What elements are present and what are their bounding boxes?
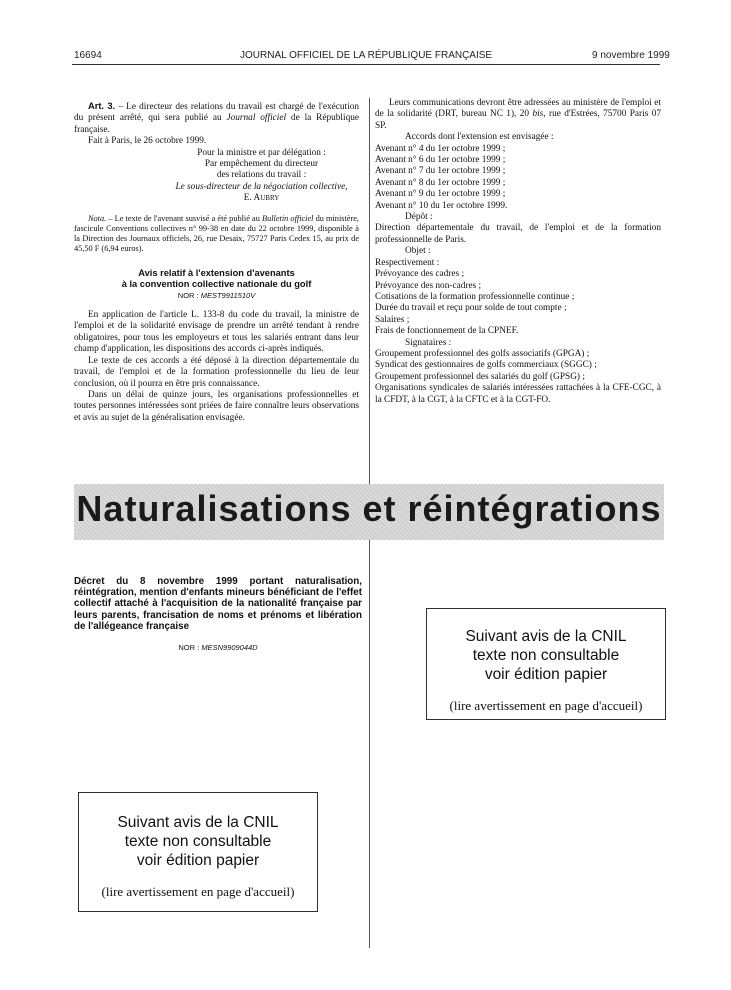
article-3: Art. 3. – Le directeur des relations du travail est chargé de l'exécution du présent arrêté, qui sera publié au Journal officiel de la République française. <box>74 101 359 135</box>
depot-text: Direction départementale du travail, de l'emploi et de la formation professionnelle de Paris. <box>375 223 661 245</box>
header-rule <box>72 64 660 65</box>
objets-list <box>375 258 661 338</box>
avis-paragraph-3: Dans un délai de quinze jours, les organisations professionnelles et toutes personnes intéressées sont priées de faire connaître leurs observations et avis au sujet de la généralisation envisagée. <box>74 389 359 423</box>
list-item: Avenant n° 7 du 1er octobre 1999 ; <box>375 166 506 177</box>
list-item: Groupement professionnel des golfs associatifs (GPGA) ; <box>375 348 590 359</box>
left-column <box>74 101 359 424</box>
fait-a-paris: Fait à Paris, le 26 octobre 1999. <box>88 136 207 147</box>
journal-title: JOURNAL OFFICIEL DE LA RÉPUBLIQUE FRANÇAISE <box>240 50 493 61</box>
avis-paragraph-2: Le texte de ces accords a été déposé à la direction départementale du travail, de l'emploi et de la formation professionnelle du lieu de leur conclusion, où il pourra en être pris connaissance. <box>74 355 359 389</box>
issue-date: 9 novembre 1999 <box>592 50 670 61</box>
avis-paragraph-1: En application de l'article L. 133-8 du code du travail, la ministre de l'emploi et de la solidarité envisage de prendre un arrêté tendant à rendre obligatoires, pour tous les employeurs et tous les salariés entrant dans leur champ d'application, les dispositions des accords ci-après indiqués. <box>74 310 359 355</box>
decret-title: Décret du 8 novembre 1999 portant naturalisation, réintégration, mention d'enfants mineurs bénéficiant de l'effet collectif attaché à l'acquisition de la nationalité française par leurs parents, francisation de noms et prénoms et libération de l'allégeance française <box>74 576 362 632</box>
list-item: Frais de fonctionnement de la CPNEF. <box>375 326 519 337</box>
list-item: Syndicat des gestionnaires de golfs commerciaux (SGGC) ; <box>375 360 597 371</box>
cnil-notice-left: Suivant avis de la CNIL texte non consultable voir édition papier (lire avertissement en page d'accueil) <box>78 792 318 912</box>
depot-heading: Dépôt : <box>405 212 433 223</box>
list-item: Durée du travail et reçu pour solde de tout compte ; <box>375 303 567 314</box>
list-item: Avenant n° 10 du 1er octobre 1999. <box>375 200 508 211</box>
accords-heading: Accords dont l'extension est envisagée : <box>405 132 554 143</box>
avis-title: Avis relatif à l'extension d'avenants à la convention collective nationale du golf <box>121 267 312 289</box>
cnil-notice-right: Suivant avis de la CNIL texte non consultable voir édition papier (lire avertissement en page d'accueil) <box>426 608 666 720</box>
avenants-list <box>375 144 661 212</box>
list-item: Groupement professionnel des salariés du golf (GPSG) ; <box>375 371 585 382</box>
list-item: Avenant n° 9 du 1er octobre 1999 ; <box>375 189 506 200</box>
list-item: Organisations syndicales de salariés intéressées rattachées à la CFE-CGC, à la CFDT, à la CGT, à la CFTC et à la CGT-FO. <box>375 383 661 405</box>
article-label: Art. 3. <box>88 101 116 111</box>
section-title: Naturalisations et réintégrations <box>76 488 662 529</box>
signataires-heading: Signataires : <box>405 337 452 348</box>
objet-heading: Objet : <box>405 246 431 257</box>
signataires-list <box>375 349 661 406</box>
communications: Leurs communications devront être adressées au ministère de l'emploi et de la solidarité (DRT, bureau NC 1), 20 bis, rue d'Estrées, 75700 Paris 07 SP. <box>375 98 661 131</box>
list-item: Avenant n° 8 du 1er octobre 1999 ; <box>375 177 506 188</box>
right-column <box>375 98 661 406</box>
list-item: Respectivement : <box>375 257 440 268</box>
signatory-name: E. Aubry <box>243 193 280 204</box>
list-item: Prévoyance des non-cadres ; <box>375 280 482 291</box>
list-item: Salaires ; <box>375 314 410 325</box>
avis-nor: NOR : MEST9911510V <box>177 290 256 300</box>
list-item: Cotisations de la formation professionnelle continue ; <box>375 291 575 302</box>
page-number: 16694 <box>74 50 102 61</box>
list-item: Avenant n° 6 du 1er octobre 1999 ; <box>375 155 506 166</box>
signature-block: Pour la ministre et par délégation : Par empêchement du directeur des relations du travail : Le sous-directeur de la négociation collective, E. Aubry <box>74 148 359 205</box>
list-item: Prévoyance des cadres ; <box>375 269 465 280</box>
decret-nor: NOR : MESN9909044D <box>178 643 258 652</box>
nota: Nota. – Le texte de l'avenant susvisé a été publié au Bulletin officiel du ministère, fascicule Conventions collectives n° 99-38 en date du 22 octobre 1999, disponible à la Direction des Journaux officiels, 26, rue Desaix, 75727 Paris Cedex 15, au prix de 45,50 F (6,94 euros). <box>74 213 359 253</box>
list-item: Avenant n° 4 du 1er octobre 1999 ; <box>375 143 506 154</box>
